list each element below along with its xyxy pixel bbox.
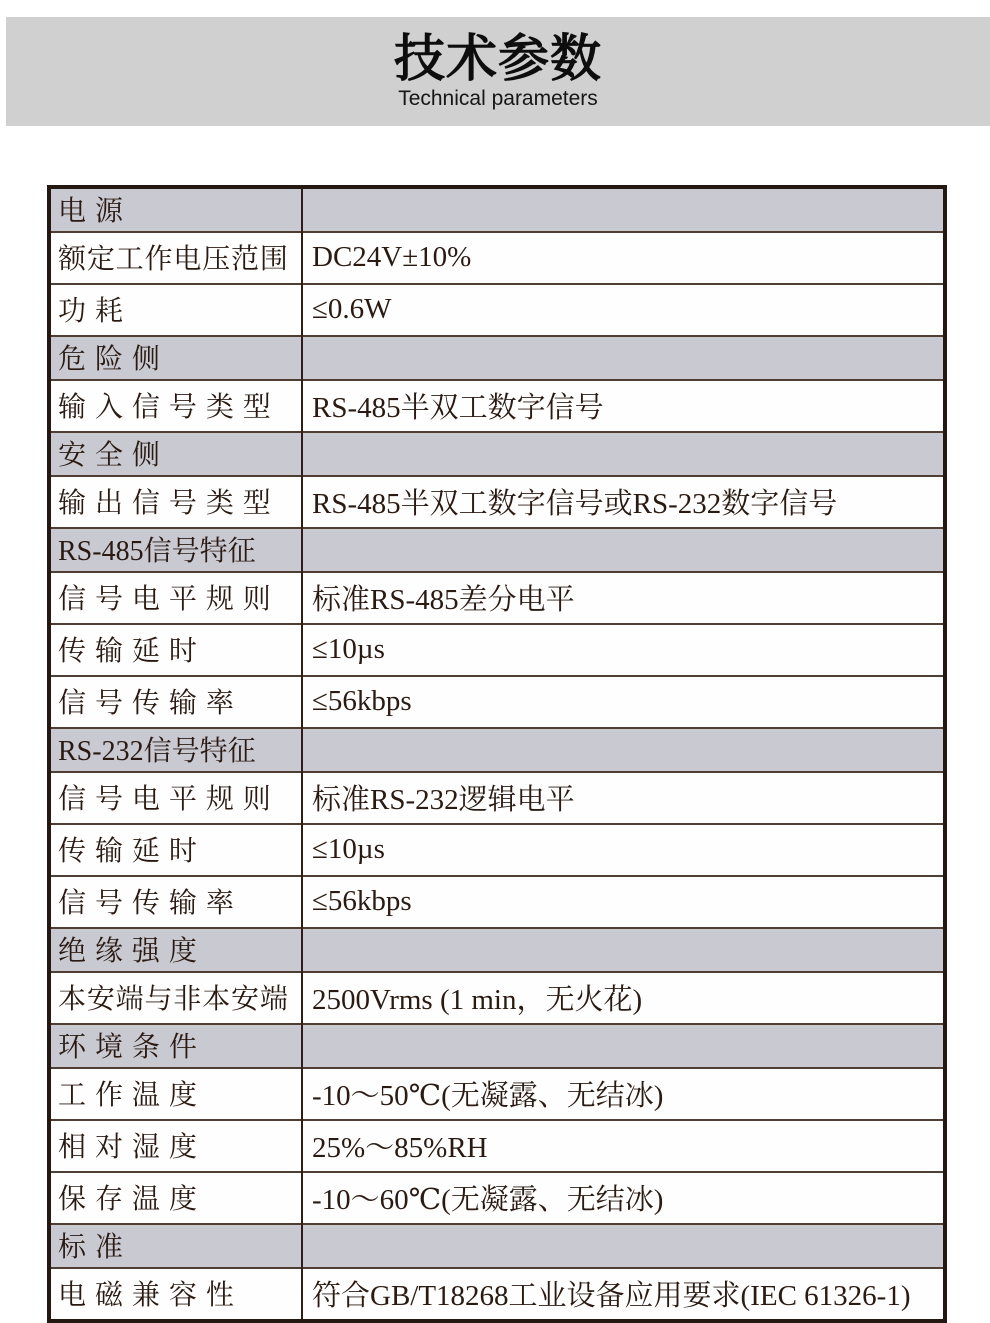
parameter-value-cell: ≤56kbps: [302, 876, 945, 928]
parameter-row: [49, 772, 945, 824]
parameter-value-cell: 标准RS-232逻辑电平: [302, 772, 945, 824]
parameter-value-cell: [302, 336, 945, 380]
parameter-value-cell: 2500Vrms (1 min，无火花): [302, 972, 945, 1024]
parameters-table-body: [49, 187, 945, 1321]
parameter-value-cell: DC24V±10%: [302, 232, 945, 284]
parameter-value-cell: 标准RS-485差分电平: [302, 572, 945, 624]
parameter-name-cell: 绝缘强度: [49, 928, 302, 972]
parameter-value-cell: ≤10µs: [302, 624, 945, 676]
parameter-name-cell: 危险侧: [49, 336, 302, 380]
parameter-name-cell: 电源: [49, 187, 302, 232]
parameter-row: [49, 676, 945, 728]
page-title: 技术参数: [393, 29, 602, 89]
parameter-name-cell: RS-485信号特征: [49, 528, 302, 572]
parameter-value-cell: 符合GB/T18268工业设备应用要求(IEC 61326-1): [302, 1268, 945, 1321]
parameter-name-cell: RS-232信号特征: [49, 728, 302, 772]
parameter-name-cell: 传输延时: [49, 624, 302, 676]
parameter-value-cell: 25%～85%RH: [302, 1120, 945, 1172]
parameter-name-cell: 信号传输率: [49, 876, 302, 928]
parameter-row: [49, 824, 945, 876]
parameter-name-cell: 保存温度: [49, 1172, 302, 1224]
parameter-name-cell: 电磁兼容性: [49, 1268, 302, 1321]
parameter-name-cell: 信号电平规则: [49, 772, 302, 824]
parameter-value-cell: [302, 432, 945, 476]
parameter-row: [49, 476, 945, 528]
title-banner: [6, 17, 990, 126]
parameter-value-cell: [302, 1024, 945, 1068]
parameter-name-cell: 标准: [49, 1224, 302, 1268]
parameter-name-cell: 相对湿度: [49, 1120, 302, 1172]
parameter-name-cell: 传输延时: [49, 824, 302, 876]
section-header-row: [49, 187, 945, 232]
parameter-row: [49, 1172, 945, 1224]
section-header-row: [49, 432, 945, 476]
section-header-row: [49, 528, 945, 572]
parameter-value-cell: [302, 928, 945, 972]
section-header-row: [49, 1224, 945, 1268]
parameter-value-cell: ≤10µs: [302, 824, 945, 876]
parameter-row: [49, 1068, 945, 1120]
parameter-value-cell: ≤56kbps: [302, 676, 945, 728]
page-subtitle: Technical parameters: [398, 87, 598, 111]
parameter-row: [49, 232, 945, 284]
parameter-value-cell: [302, 528, 945, 572]
parameter-value-cell: [302, 728, 945, 772]
parameter-name-cell: 功耗: [49, 284, 302, 336]
section-header-row: [49, 728, 945, 772]
parameter-name-cell: 输入信号类型: [49, 380, 302, 432]
section-header-row: [49, 1024, 945, 1068]
parameter-row: [49, 972, 945, 1024]
parameter-name-cell: 额定工作电压范围: [49, 232, 302, 284]
parameter-row: [49, 1120, 945, 1172]
parameter-row: [49, 284, 945, 336]
parameter-row: [49, 624, 945, 676]
parameter-name-cell: 输出信号类型: [49, 476, 302, 528]
parameter-value-cell: RS-485半双工数字信号: [302, 380, 945, 432]
parameter-row: [49, 572, 945, 624]
parameter-name-cell: 安全侧: [49, 432, 302, 476]
section-header-row: [49, 928, 945, 972]
parameter-value-cell: -10～60℃(无凝露、无结冰): [302, 1172, 945, 1224]
parameter-value-cell: -10～50℃(无凝露、无结冰): [302, 1068, 945, 1120]
parameter-name-cell: 本安端与非本安端: [49, 972, 302, 1024]
parameter-name-cell: 工作温度: [49, 1068, 302, 1120]
parameter-row: [49, 1268, 945, 1321]
parameter-row: [49, 876, 945, 928]
parameter-value-cell: [302, 187, 945, 232]
parameter-name-cell: 信号传输率: [49, 676, 302, 728]
parameter-value-cell: [302, 1224, 945, 1268]
parameter-value-cell: RS-485半双工数字信号或RS-232数字信号: [302, 476, 945, 528]
parameters-table: [47, 185, 947, 1323]
parameter-name-cell: 信号电平规则: [49, 572, 302, 624]
parameter-value-cell: ≤0.6W: [302, 284, 945, 336]
section-header-row: [49, 336, 945, 380]
parameter-row: [49, 380, 945, 432]
parameter-name-cell: 环境条件: [49, 1024, 302, 1068]
